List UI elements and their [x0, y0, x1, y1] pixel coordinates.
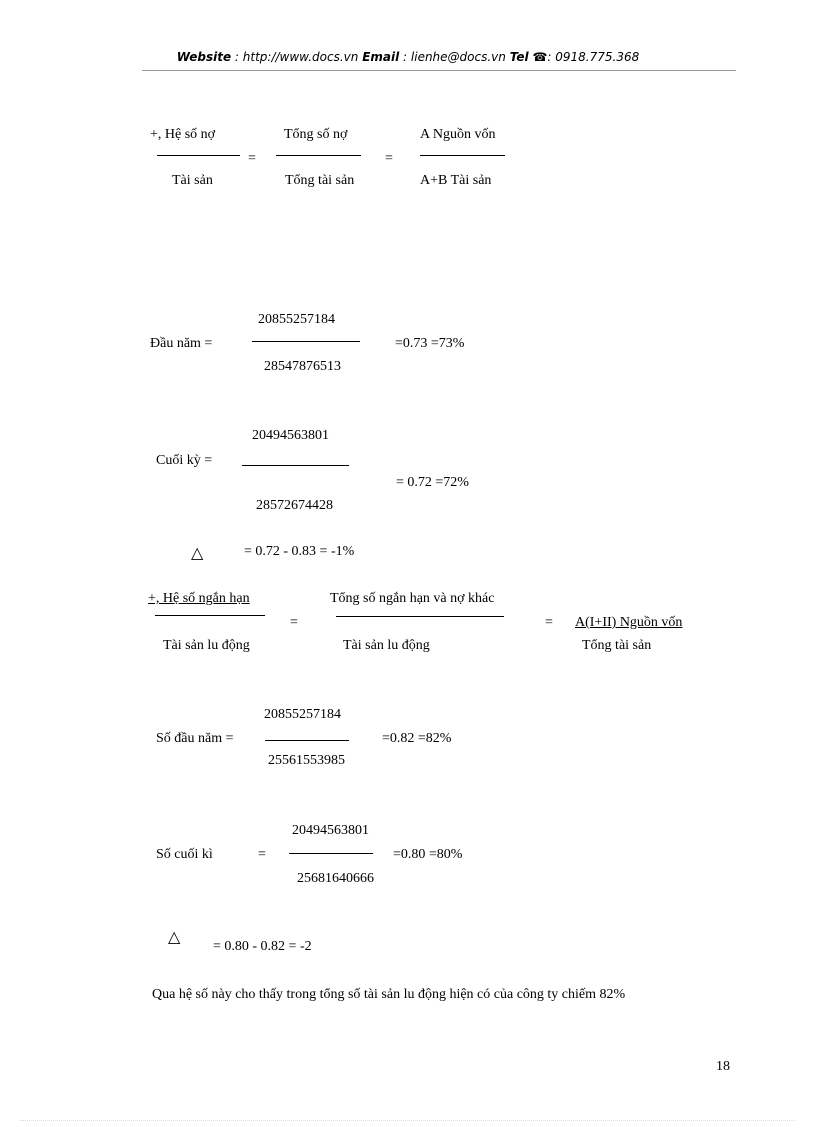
debt-formula-denominator-2: A+B Tài sản	[420, 173, 492, 188]
short-begin-denominator: 25561553985	[268, 753, 345, 768]
debt-begin-result: =0.73 =73%	[395, 336, 465, 351]
short-begin-result: =0.82 =82%	[382, 731, 452, 746]
debt-formula-numerator-2: A Nguồn vốn	[420, 127, 496, 142]
equals-sign: =	[290, 615, 298, 630]
debt-formula-denominator: Tổng tài sản	[285, 173, 355, 188]
fraction-bar	[289, 853, 373, 854]
debt-end-denominator: 28572674428	[256, 498, 333, 513]
page-header	[0, 50, 816, 64]
footer-divider	[20, 1120, 796, 1121]
email-value: : lienhe@docs.vn	[403, 50, 506, 64]
equals-sign: =	[258, 847, 266, 862]
website-label: Website	[176, 50, 232, 64]
fraction-bar	[242, 465, 349, 466]
debt-ratio-title: +, Hệ số nợ	[150, 127, 216, 142]
fraction-bar	[157, 155, 240, 156]
short-end-result: =0.80 =80%	[393, 847, 463, 862]
equals-sign: =	[248, 151, 256, 166]
debt-end-result: = 0.72 =72%	[396, 475, 469, 490]
fraction-bar	[155, 615, 265, 616]
debt-formula-numerator: Tổng số nợ	[284, 127, 348, 142]
short-ratio-title-denominator: Tài sản lu động	[163, 638, 250, 653]
short-ratio-title: +, Hệ số ngắn hạn	[148, 591, 250, 606]
equals-sign: =	[385, 151, 393, 166]
fraction-bar	[420, 155, 505, 156]
website-value: : http://www.docs.vn	[234, 50, 359, 64]
email-label: Email	[362, 50, 400, 64]
debt-end-label: Cuối kỳ =	[156, 453, 213, 468]
fraction-bar	[336, 616, 504, 617]
debt-begin-label: Đầu năm =	[150, 336, 213, 351]
debt-end-numerator: 20494563801	[252, 428, 329, 443]
debt-delta-expression: = 0.72 - 0.83 = -1%	[244, 544, 355, 559]
short-begin-label: Số đầu năm =	[156, 731, 234, 746]
short-begin-numerator: 20855257184	[264, 707, 341, 722]
short-formula-denominator: Tài sản lu động	[343, 638, 430, 653]
short-formula-numerator-2: A(I+II) Nguồn vốn	[575, 615, 683, 630]
debt-ratio-title-denominator: Tài sản	[172, 173, 213, 188]
equals-sign: =	[545, 615, 553, 630]
short-end-numerator: 20494563801	[292, 823, 369, 838]
page-number: 18	[716, 1059, 730, 1074]
fraction-bar	[265, 740, 349, 741]
tel-value: : 0918.775.368	[547, 50, 640, 64]
conclusion-text: Qua hệ số này cho thấy trong tổng số tài sản lu động hiện có của công ty chiếm 82%	[152, 987, 626, 1002]
debt-begin-numerator: 20855257184	[258, 312, 335, 327]
short-end-denominator: 25681640666	[297, 871, 374, 886]
short-formula-numerator: Tổng số ngắn hạn và nợ khác	[330, 591, 495, 606]
fraction-bar	[276, 155, 361, 156]
short-delta-expression: = 0.80 - 0.82 = -2	[213, 939, 312, 954]
delta-icon: △	[191, 543, 204, 562]
header-divider	[142, 70, 736, 71]
delta-icon: △	[168, 927, 181, 946]
phone-icon: ☎	[532, 50, 548, 64]
short-formula-denominator-2: Tổng tài sản	[582, 638, 652, 653]
fraction-bar	[252, 341, 360, 342]
short-end-label: Số cuối kì	[156, 847, 213, 862]
debt-begin-denominator: 28547876513	[264, 359, 341, 374]
tel-label: Tel	[509, 50, 529, 64]
